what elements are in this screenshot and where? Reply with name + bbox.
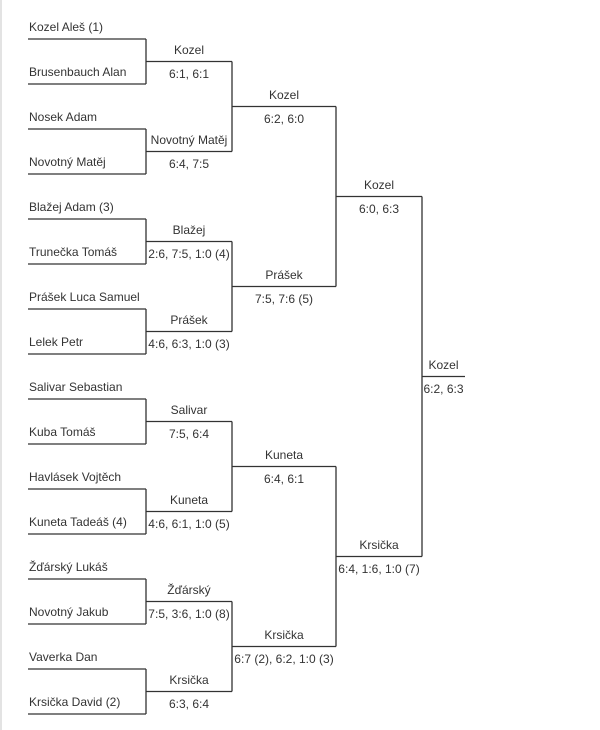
- player-name: Prášek Luca Samuel: [29, 290, 140, 304]
- player-name: Krsička David (2): [29, 695, 121, 709]
- match-winner: Novotný Matěj: [150, 132, 228, 147]
- match-score: 6:7 (2), 6:2, 1:0 (3): [234, 651, 334, 666]
- match-score: 6:4, 6:1: [263, 471, 305, 486]
- match-score: 7:5, 6:4: [168, 426, 210, 441]
- match-score: 6:4, 7:5: [168, 156, 210, 171]
- player-name: Novotný Jakub: [29, 605, 109, 619]
- match-winner: Prášek: [170, 312, 208, 327]
- match-winner: Žďárský: [167, 582, 211, 597]
- match-winner: Krsička: [359, 537, 399, 552]
- match-winner: Prášek: [265, 267, 303, 282]
- match-winner: Kozel: [428, 357, 459, 372]
- player-name: Žďárský Lukáš: [29, 560, 108, 574]
- match-score: 6:2, 6:3: [423, 381, 464, 396]
- match-score: 6:2, 6:0: [263, 111, 305, 126]
- player-name: Salivar Sebastian: [29, 380, 123, 394]
- player-name: Novotný Matěj: [29, 155, 106, 169]
- player-name: Kozel Aleš (1): [29, 20, 104, 34]
- player-name: Brusenbauch Alan: [29, 65, 127, 79]
- match-score: 4:6, 6:3, 1:0 (3): [148, 336, 230, 351]
- player-name: Nosek Adam: [29, 110, 98, 124]
- match-winner: Salivar: [170, 402, 208, 417]
- match-score: 6:1, 6:1: [168, 66, 210, 81]
- match-score: 7:5, 7:6 (5): [254, 291, 314, 306]
- match-winner: Blažej: [172, 222, 206, 237]
- match-score: 2:6, 7:5, 1:0 (4): [148, 246, 230, 261]
- match-winner: Kozel: [268, 87, 300, 102]
- player-name: Kuneta Tadeáš (4): [29, 515, 127, 529]
- player-name: Vaverka Dan: [29, 650, 98, 664]
- player-name: Havlásek Vojtěch: [29, 470, 122, 484]
- match-winner: Kozel: [363, 177, 395, 192]
- match-score: 6:4, 1:6, 1:0 (7): [338, 561, 420, 576]
- player-name: Lelek Petr: [29, 335, 84, 349]
- match-winner: Kuneta: [169, 492, 209, 507]
- match-score: 6:0, 6:3: [358, 201, 400, 216]
- match-score: 7:5, 3:6, 1:0 (8): [148, 606, 230, 621]
- match-winner: Krsička: [169, 672, 209, 687]
- player-name: Blažej Adam (3): [29, 200, 114, 214]
- match-winner: Krsička: [264, 627, 304, 642]
- match-score: 6:3, 6:4: [168, 696, 210, 711]
- player-name: Trunečka Tomáš: [29, 245, 118, 259]
- match-winner: Kozel: [173, 42, 205, 57]
- match-winner: Kuneta: [264, 447, 304, 462]
- match-score: 4:6, 6:1, 1:0 (5): [148, 516, 230, 531]
- player-name: Kuba Tomáš: [29, 425, 96, 439]
